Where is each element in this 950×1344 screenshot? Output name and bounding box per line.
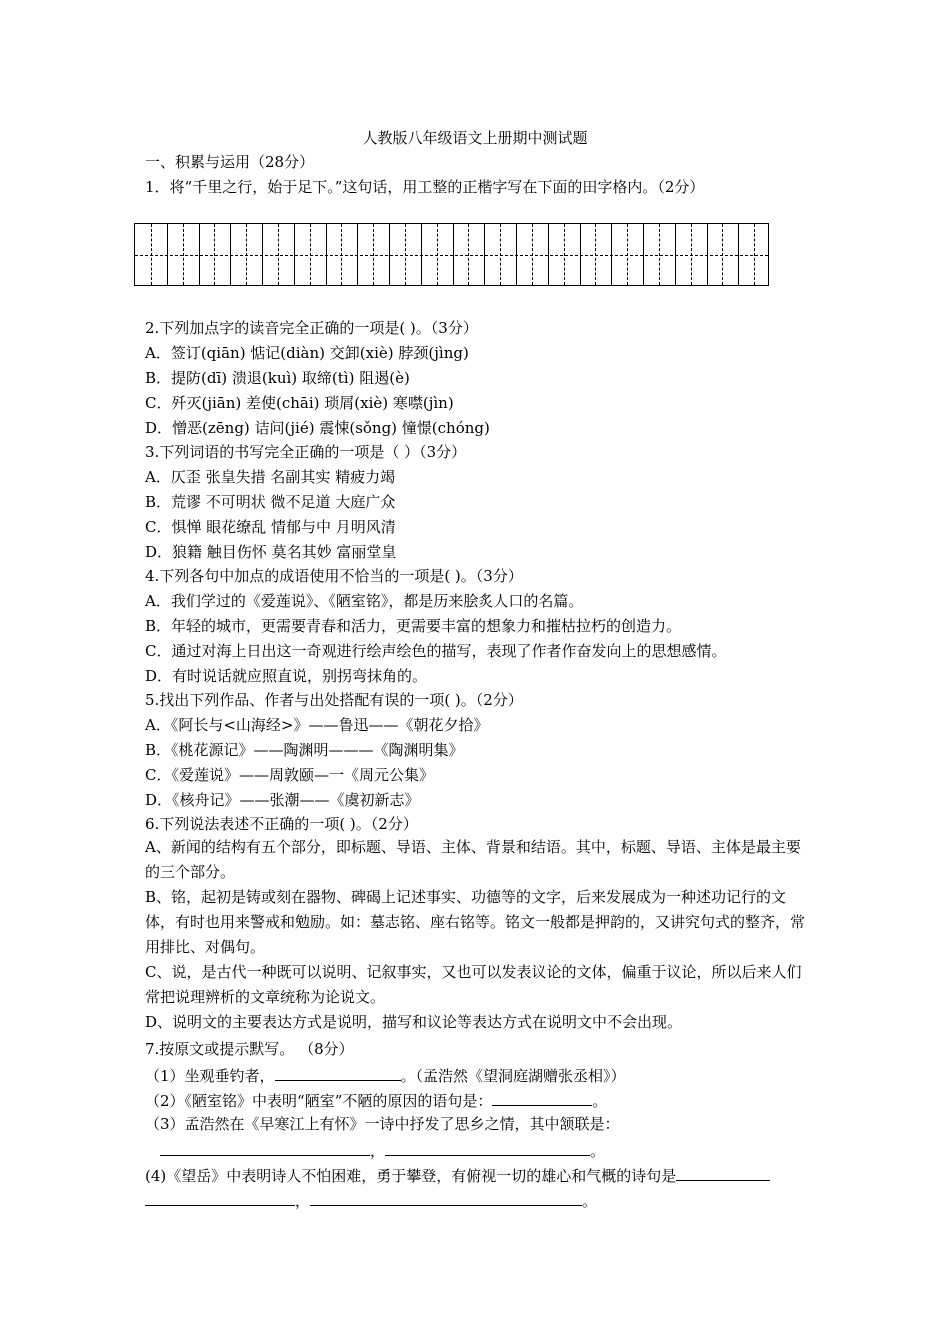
question-2-option-c: C．歼灭(jiān) 差使(chāi) 琐屑(xiè) 寒噤(jìn) [145,394,454,412]
question-4-option-c: C．通过对海上日出这一奇观进行绘声绘色的描写，表现了作者作奋发向上的思想感情。 [145,642,727,660]
grid-cell-midline [151,224,152,285]
grid-cell-midline [278,224,279,285]
grid-cell-border [707,224,708,285]
grid-cell-midline [310,224,311,285]
question-5-option-c: C．《爱莲说》——周敦颐—一《周元公集》 [145,766,434,784]
question-7-stem: 7.按原文或提示默写。 （8分） [145,1040,354,1058]
question-3-option-a: A．仄歪 张皇失措 名副其实 精疲力竭 [145,468,396,486]
question-6-option-b: B、铭，起初是铸或刻在器物、碑碣上记述事实、功德等的文字，后来发展成为一种述功记行的文体，有时也用来警戒和勉励。如：墓志铭、座右铭等。铭文一般都是押韵的，又讲究句式的整齐，常用排比、对偶句。 [145,888,806,956]
grid-cell-border [326,224,327,285]
grid-cell-border [516,224,517,285]
question-4-option-d: D．有时说话就应照直说，别拐弯抹角的。 [145,667,428,685]
question-5-option-d: D．《核舟记》——张潮——《虞初新志》 [145,791,420,809]
question-7-item-4-answer [145,1189,597,1211]
question-7-item-2 [145,1089,607,1111]
grid-cell-midline [405,224,406,285]
grid-cell-border [294,224,295,285]
item-2-suffix: 。 [592,1092,608,1110]
grid-cell-midline [183,224,184,285]
grid-cell-midline [532,224,533,285]
grid-cell-midline [246,224,247,285]
question-2-option-a: A．签订(qiān) 惦记(diàn) 交卸(xiè) 脖颈(jìng) [145,344,469,362]
question-3-option-d: D．狼籍 触目伤怀 莫名其妙 富丽堂皇 [145,543,397,561]
question-4-option-a: A．我们学过的《爱莲说》、《陋室铭》，都是历来脍炙人口的名篇。 [145,592,584,610]
answer-blank[interactable] [676,1164,770,1181]
item-1-prefix: （1）坐观垂钓者， [145,1067,275,1085]
grid-cell-border [453,224,454,285]
question-5-option-b: B．《桃花源记》——陶渊明———《陶渊明集》 [145,741,464,759]
grid-cell-border [199,224,200,285]
grid-cell-border [580,224,581,285]
answer-blank[interactable] [385,1139,590,1156]
grid-cell-midline [627,224,628,285]
question-6-option-c: C、说，是古代一种既可以说明、记叙事实，又也可以发表议论的文体，偏重于议论，所以后来人们常把说理辨析的文章统称为论说文。 [145,963,802,1006]
grid-cell-border [262,224,263,285]
answer-blank[interactable] [275,1064,401,1081]
item-1-suffix: 。（孟浩然《望洞庭湖赠张丞相》） [400,1067,626,1085]
exam-title: 人教版八年级语文上册期中测试题 [362,129,588,147]
grid-cell-border [389,224,390,285]
grid-cell-midline [595,224,596,285]
item-4-comma: ， [295,1192,311,1210]
question-7-item-3: （3）孟浩然在《早寒江上有怀》一诗中抒发了思乡之情，其中颔联是： [145,1115,620,1133]
item-2-prefix: （2）《陋室铭》中表明“陋室”不陋的原因的语句是： [145,1092,493,1110]
answer-blank[interactable] [310,1189,582,1206]
grid-cell-border [167,224,168,285]
section-heading: 一、积累与运用（28分） [145,153,315,171]
question-2-option-b: B．提防(dī) 溃退(kuì) 取缔(tì) 阻遏(è) [145,369,410,387]
answer-blank[interactable] [145,1189,295,1206]
grid-cell-border [548,224,549,285]
question-2-stem: 2.下列加点字的读音完全正确的一项是( )。（3分） [145,319,478,337]
question-3-option-b: B．荒谬 不可明状 微不足道 大庭广众 [145,493,396,511]
question-1: 1．将“千里之行，始于足下。”这句话，用工整的正楷字写在下面的田字格内。（2分） [145,178,705,196]
grid-cell-midline [341,224,342,285]
question-6-option-a: A、新闻的结构有五个部分，即标题、导语、主体、背景和结语。其中，标题、导语、主体是最主要的三个部分。 [145,838,801,881]
grid-cell-border [421,224,422,285]
item-3-comma: ， [370,1142,386,1160]
grid-cell-border [484,224,485,285]
question-5-option-a: A．《阿长与<山海经>》——鲁迅——《朝花夕拾》 [145,716,489,734]
question-7-item-4 [145,1164,770,1186]
question-4-option-b: B．年轻的城市，更需要青春和活力，更需要丰富的想象力和摧枯拉朽的创造力。 [145,617,682,635]
grid-cell-midline [437,224,438,285]
question-5-stem: 5.找出下列作品、作者与出处搭配有误的一项( )。（2分） [145,691,523,709]
answer-blank[interactable] [160,1139,370,1156]
grid-cell-midline [754,224,755,285]
item-3-end: 。 [590,1142,606,1160]
grid-cell-midline [500,224,501,285]
grid-cell-border [230,224,231,285]
question-2-option-d: D．憎恶(zēng) 诘问(jié) 震悚(sǒng) 憧憬(chóng) [145,419,490,437]
grid-cell-midline [691,224,692,285]
tianzige-grid[interactable] [134,223,769,286]
question-7-item-1 [145,1064,626,1086]
question-6-option-d: D、说明文的主要表达方式是说明，描写和议论等表达方式在说明文中不会出现。 [145,1013,683,1031]
question-3-stem: 3.下列词语的书写完全正确的一项是（ ）（3分） [145,443,467,461]
item-4-end: 。 [582,1192,598,1210]
grid-cell-border [643,224,644,285]
grid-cell-border [738,224,739,285]
item-4-prefix: (4)《望岳》中表明诗人不怕困难，勇于攀登，有俯视一切的雄心和气概的诗句是 [145,1167,677,1185]
grid-cell-midline [564,224,565,285]
grid-cell-border [611,224,612,285]
grid-cell-midline [722,224,723,285]
answer-blank[interactable] [492,1089,592,1106]
grid-cell-border [675,224,676,285]
grid-cell-midline [659,224,660,285]
question-6-stem: 6.下列说法表述不正确的一项( )。（2分） [145,815,418,833]
grid-cell-border [357,224,358,285]
grid-cell-midline [373,224,374,285]
grid-cell-midline [214,224,215,285]
question-3-option-c: C．惧惮 眼花缭乱 情郁与中 月明风清 [145,518,396,536]
grid-cell-midline [468,224,469,285]
question-7-item-3-answer [160,1139,605,1161]
question-4-stem: 4.下列各句中加点的成语使用不恰当的一项是( )。（3分） [145,567,523,585]
